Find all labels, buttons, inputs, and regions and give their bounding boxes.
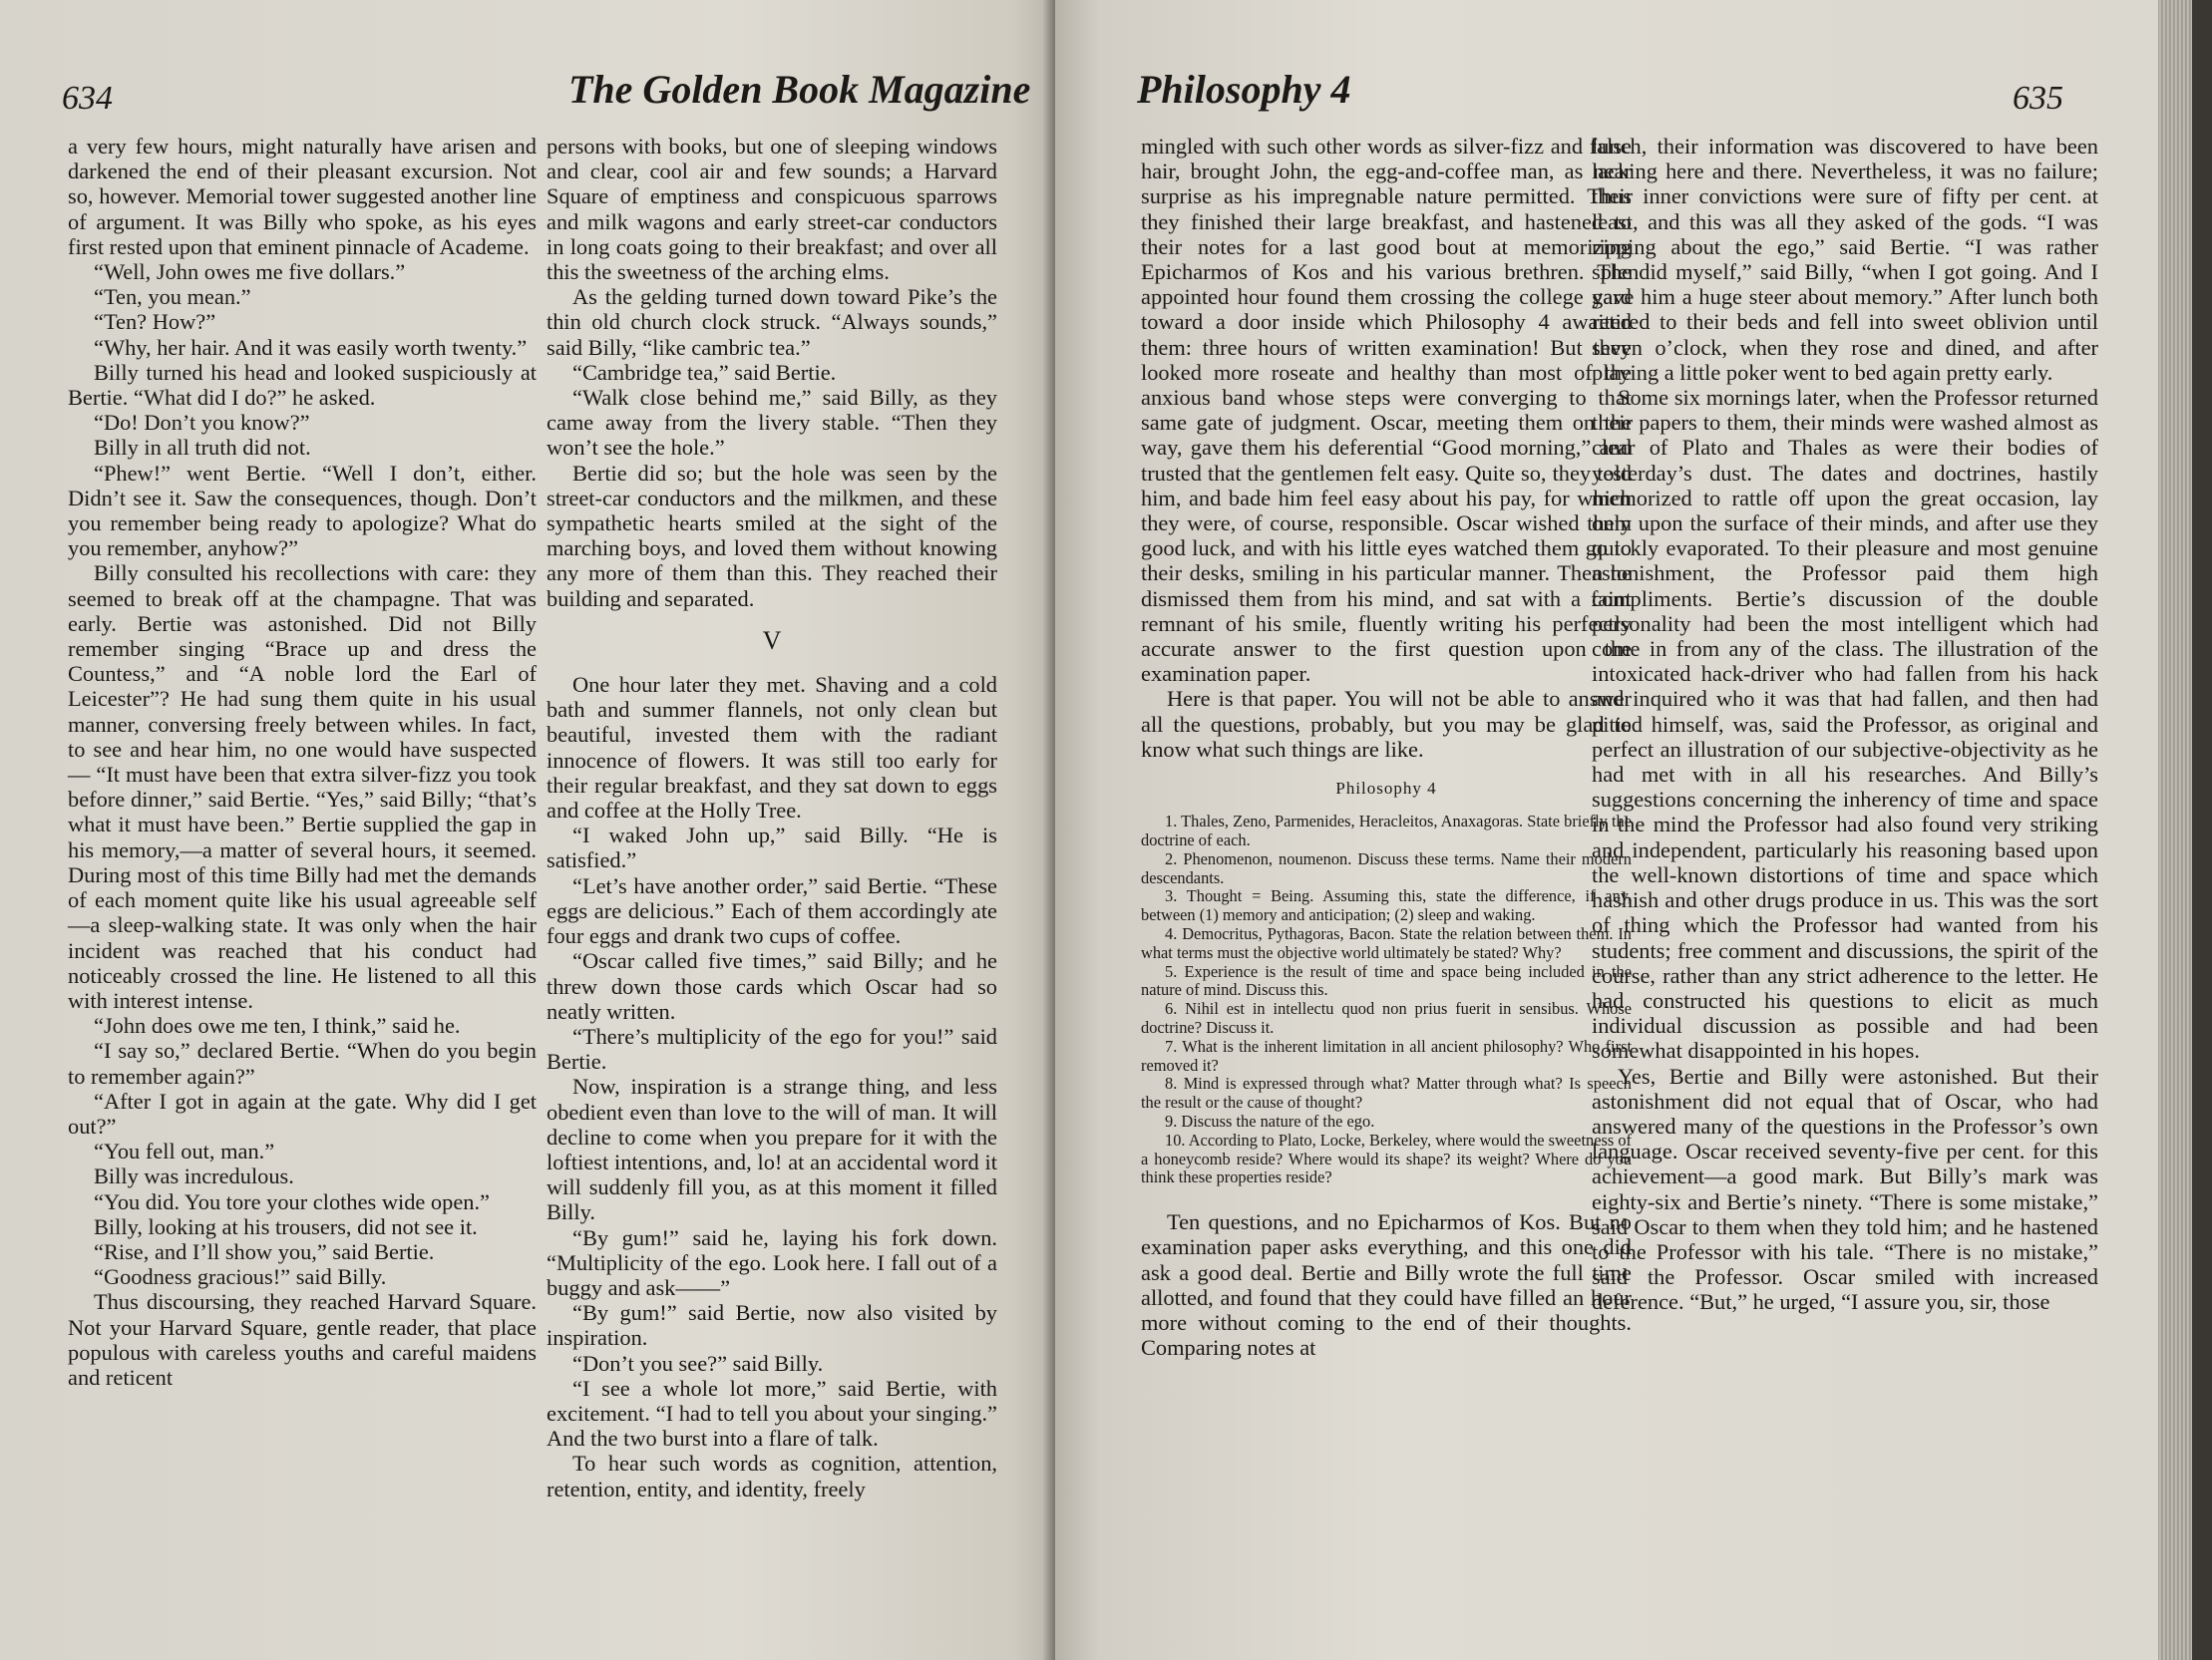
paragraph: Billy in all truth did not. <box>94 435 311 461</box>
running-head-left: The Golden Book Magazine <box>568 67 1031 112</box>
paragraph: Some six mornings later, when the Professor returned their papers to them, their minds were washed almost as clear of Plato and Thales as were their bodies of yesterday’s dust. The dates and doctrines, hastily memorized to rattle off upon the great occasion, lay only upon the surface of their minds, and after use they quickly evaporated. To their pleasure and most genuine astonishment, the Professor paid them high compliments. Bertie’s discussion of the double personality had been the most intelligent which had come in from any of the class. The illustration of the intoxicated hack-driver who had fallen from his hack and inquired who it was that had fallen, and then had pitied himself, was, said the Professor, as original and perfect an illustration of our subjective-objectivity as he had met with in all his researches. And Billy’s suggestions concerning the inherency of time and space in the mind the Professor had also found very striking and independent, particularly his reasoning based upon the well-known distortions of time and space which hashish and other drugs produce in us. This was the sort of thing which the Professor had wanted from his students; free comment and discussions, the spirit of the course, rather than any strict adherence to the letter. He had constructed his questions to elicit as much individual discussion as possible and had been somewhat disappointed in his hopes. <box>1592 385 2098 1064</box>
column-1-lower-text <box>1141 1209 1632 1360</box>
paragraph: Billy was incredulous. <box>94 1163 294 1189</box>
paragraph: “Why, her hair. And it was easily worth twenty.” <box>94 334 528 360</box>
column-2-upper-text <box>547 134 997 611</box>
paragraph: One hour later they met. Shaving and a cold bath and summer flannels, not only clean but beautiful, invested them with the radiant innocence of flowers. It was still too early for their regular breakfast, and they sat down to eggs and coffee at the Holly Tree. <box>547 672 997 824</box>
paragraph: “Oscar called five times,” said Billy; and he threw down those cards which Oscar had so neatly written. <box>547 948 997 1024</box>
exam-question: 9. Discuss the nature of the ego. <box>1165 1112 1375 1132</box>
exam-question: 3. Thought = Being. Assuming this, state the difference, if any, between (1) memory and anticipation; (2) sleep and waking. <box>1141 886 1632 925</box>
paragraph: “You fell out, man.” <box>94 1139 275 1164</box>
paragraph: Now, inspiration is a strange thing, and less obedient even than love to the will of man. It will decline to come when you prepare for it with the loftiest intentions, and, lo! at an accidental word it will suddenly fill you, as at this moment it filled Billy. <box>547 1074 997 1225</box>
paragraph: “Phew!” went Bertie. “Well I don’t, either. Didn’t see it. Saw the consequences, though. Don’t you remember being ready to apologize? What do you remember, anyhow?” <box>68 460 537 561</box>
exam-question: 1. Thales, Zeno, Parmenides, Heracleitos, Anaxagoras. State briefly the doctrine of each. <box>1141 812 1632 850</box>
paragraph: “Let’s have another order,” said Bertie. “These eggs are delicious.” Each of them accordingly ate four eggs and drank two cups of coffee. <box>547 872 997 949</box>
exam-question: 4. Democritus, Pythagoras, Bacon. State the relation between them. In what terms must the objective world ultimately be stated? Why? <box>1141 924 1632 962</box>
paragraph: “By gum!” said Bertie, now also visited by inspiration. <box>547 1300 997 1351</box>
left-page-column-2 <box>547 134 997 1501</box>
paragraph: Thus discoursing, they reached Harvard Square. Not your Harvard Square, gentle reader, that place populous with careless youths and careful maidens and reticent <box>68 1289 537 1390</box>
paragraph: Billy, looking at his trousers, did not see it. <box>94 1213 478 1239</box>
exam-question: 5. Experience is the result of time and space being included in the nature of mind. Discuss this. <box>1141 961 1632 1000</box>
paragraph: “Rise, and I’ll show you,” said Bertie. <box>94 1238 435 1264</box>
paragraph: “John does owe me ten, I think,” said he. <box>94 1013 461 1039</box>
column-2-lower-text <box>547 672 997 1501</box>
left-page <box>0 0 1055 1660</box>
right-page <box>1055 0 2158 1660</box>
paragraph: Billy turned his head and looked suspiciously at Bertie. “What did I do?” he asked. <box>68 359 537 411</box>
paragraph: Here is that paper. You will not be able to answer all the questions, probably, but you may be glad to know what such things are like. <box>1141 686 1632 762</box>
exam-question: 10. According to Plato, Locke, Berkeley, where would the sweetness of a honeycomb reside? Where would its shape? its weight? Where do you think these properties reside? <box>1141 1130 1632 1187</box>
paragraph: “There’s multiplicity of the ego for you!” said Bertie. <box>547 1023 997 1075</box>
paragraph: “Ten, you mean.” <box>94 284 251 310</box>
book-cover-edge <box>2192 0 2212 1660</box>
exam-question: 2. Phenomenon, noumenon. Discuss these terms. Name their modern descendants. <box>1141 848 1632 887</box>
paragraph: “You did. You tore your clothes wide open.” <box>94 1188 490 1214</box>
paragraph: Ten questions, and no Epicharmos of Kos. But no examination paper asks everything, and this one did ask a good deal. Bertie and Billy wrote the full time allotted, and found that they could have filled an hour more without coming to the end of their thoughts. Comparing notes at <box>1141 1209 1632 1361</box>
paragraph: “Well, John owes me five dollars.” <box>94 259 406 285</box>
exam-question-list <box>1141 813 1632 1187</box>
paragraph: “I see a whole lot more,” said Bertie, with excitement. “I had to tell you about your singing.” And the two burst into a flare of talk. <box>547 1375 997 1452</box>
paragraph: Yes, Bertie and Billy were astonished. But their astonishment did not equal that of Oscar, who had answered many of the questions in the Professor’s own language. Oscar received seventy-five per cent. for this achievement—a good mark. But Billy’s mark was eighty-six and Bertie’s ninety. “There is some mistake,” said Oscar to them when they told him; and he hastened to the Professor with his tale. “There is no mistake,” said the Professor. Oscar smiled with increased deference. “But,” he urged, “I assure you, sir, those <box>1592 1063 2098 1315</box>
paragraph: Billy consulted his recollections with care: they seemed to break off at the champagne. That was early. Bertie was astonished. Did not Billy remember singing “Brace up and dress the Countess,” and “A noble lord the Earl of Leicester”? He had sung them quite in his usual manner, conversing freely between whiles. In fact, to see and hear him, no one would have suspected— “It must have been that extra silver-fizz you took before dinner,” said Bertie. “Yes,” said Billy; “that’s what it must have been.” Bertie supplied the gap in his memory,—a matter of several hours, it seemed. During most of this time Billy had met the demands of each moment quite like his usual agreeable self—a sleep-walking state. It was only when the hair incident was reached that his conduct had noticeably crossed the line. He listened to all this with interest intense. <box>68 560 537 1013</box>
paragraph: “Goodness gracious!” said Billy. <box>94 1264 387 1290</box>
exam-paper-title: Philosophy 4 <box>1335 779 1437 799</box>
paragraph: To hear such words as cognition, attention, retention, entity, and identity, freely <box>547 1451 997 1501</box>
paragraph: “Walk close behind me,” said Billy, as they came away from the livery stable. “Then they won’t see the hole.” <box>547 385 997 461</box>
paragraph: “I waked John up,” said Billy. “He is satisfied.” <box>547 823 997 873</box>
column-1-upper-text <box>1141 134 1632 762</box>
section-heading: V <box>762 625 782 655</box>
paragraph: Bertie did so; but the hole was seen by the street-car conductors and the milkmen, and these sympathetic hearts smiled at the sight of the marching boys, and loved them without knowing any more of them than this. They reached their building and separated. <box>547 460 997 611</box>
right-page-column-2 <box>1592 134 2098 1315</box>
paragraph: “Do! Don’t you know?” <box>94 410 310 436</box>
exam-question: 7. What is the inherent limitation in all ancient philosophy? Who first removed it? <box>1141 1036 1632 1075</box>
paragraph: “After I got in again at the gate. Why did I get out?” <box>68 1088 537 1139</box>
paragraph: “Don’t you see?” said Billy. <box>572 1350 824 1376</box>
paragraph: “I say so,” declared Bertie. “When do you begin to remember again?” <box>68 1038 537 1089</box>
left-page-column-1 <box>68 134 537 1390</box>
paragraph: “Ten? How?” <box>94 309 216 335</box>
paragraph: lunch, their information was discovered to have been lacking here and there. Nevertheless, it was no failure; their inner convictions were sure of fifty per cent. at least, and this was all they asked of the gods. “I was ripping about the ego,” said Bertie. “I was rather splendid myself,” said Billy, “when I got going. And I gave him a huge steer about memory.” After lunch both retired to their beds and fell into sweet oblivion until seven o’clock, when they rose and dined, and after playing a little poker went to bed again pretty early. <box>1592 134 2098 385</box>
page-number-right: 635 <box>2013 80 2063 117</box>
paragraph: As the gelding turned down toward Pike’s the thin old church clock struck. “Always sounds,” said Billy, “like cambric tea.” <box>547 284 997 360</box>
paragraph: persons with books, but one of sleeping windows and clear, cool air and few sounds; a Harvard Square of emptiness and conspicuous sparrows and milk wagons and early street-car conductors in long coats going to their breakfast; and over all this the sweetness of the arching elms. <box>547 134 997 285</box>
paragraph: “By gum!” said he, laying his fork down. “Multiplicity of the ego. Look here. I fall out of a buggy and ask——” <box>547 1224 997 1300</box>
exam-question: 8. Mind is expressed through what? Matter through what? Is speech the result or the cause of thought? <box>1141 1074 1632 1113</box>
paragraph: “Cambridge tea,” said Bertie. <box>572 359 837 385</box>
page-number-left: 634 <box>62 80 113 117</box>
exam-question: 6. Nihil est in intellectu quod non prius fuerit in sensibus. Whose doctrine? Discuss it. <box>1141 999 1632 1038</box>
running-head-right: Philosophy 4 <box>1137 67 1351 112</box>
paragraph: a very few hours, might naturally have arisen and darkened the end of their pleasant excursion. Not so, however. Memorial tower suggested another line of argument. It was Billy who spoke, as his eyes first rested upon that eminent pinnacle of Academe. <box>68 134 537 259</box>
paragraph: mingled with such other words as silver-fizz and false hair, brought John, the egg-and-coffee man, as near surprise as his impregnable nature permitted. Thus they finished their large breakfast, and hastened to their notes for a last good bout at memorizing Epicharmos of Kos and his various brethren. The appointed hour found them crossing the college yard toward a door inside which Philosophy 4 awaited them: three hours of written examination! But they looked more roseate and healthy than most of the anxious band whose steps were converging to that same gate of judgment. Oscar, meeting them on the way, gave them his deferential “Good morning,” and trusted that the gentlemen felt easy. Quite so, they told him, and bade him feel easy about his pay, for which they were, of course, responsible. Oscar wished them good luck, and with his little eyes watched them go to their desks, smiling in his particular manner. Then he dismissed them from his mind, and sat with a faint remnant of his smile, fluently writing his perfectly accurate answer to the first question upon the examination paper. <box>1141 134 1632 687</box>
right-page-column-1 <box>1141 134 1632 1360</box>
